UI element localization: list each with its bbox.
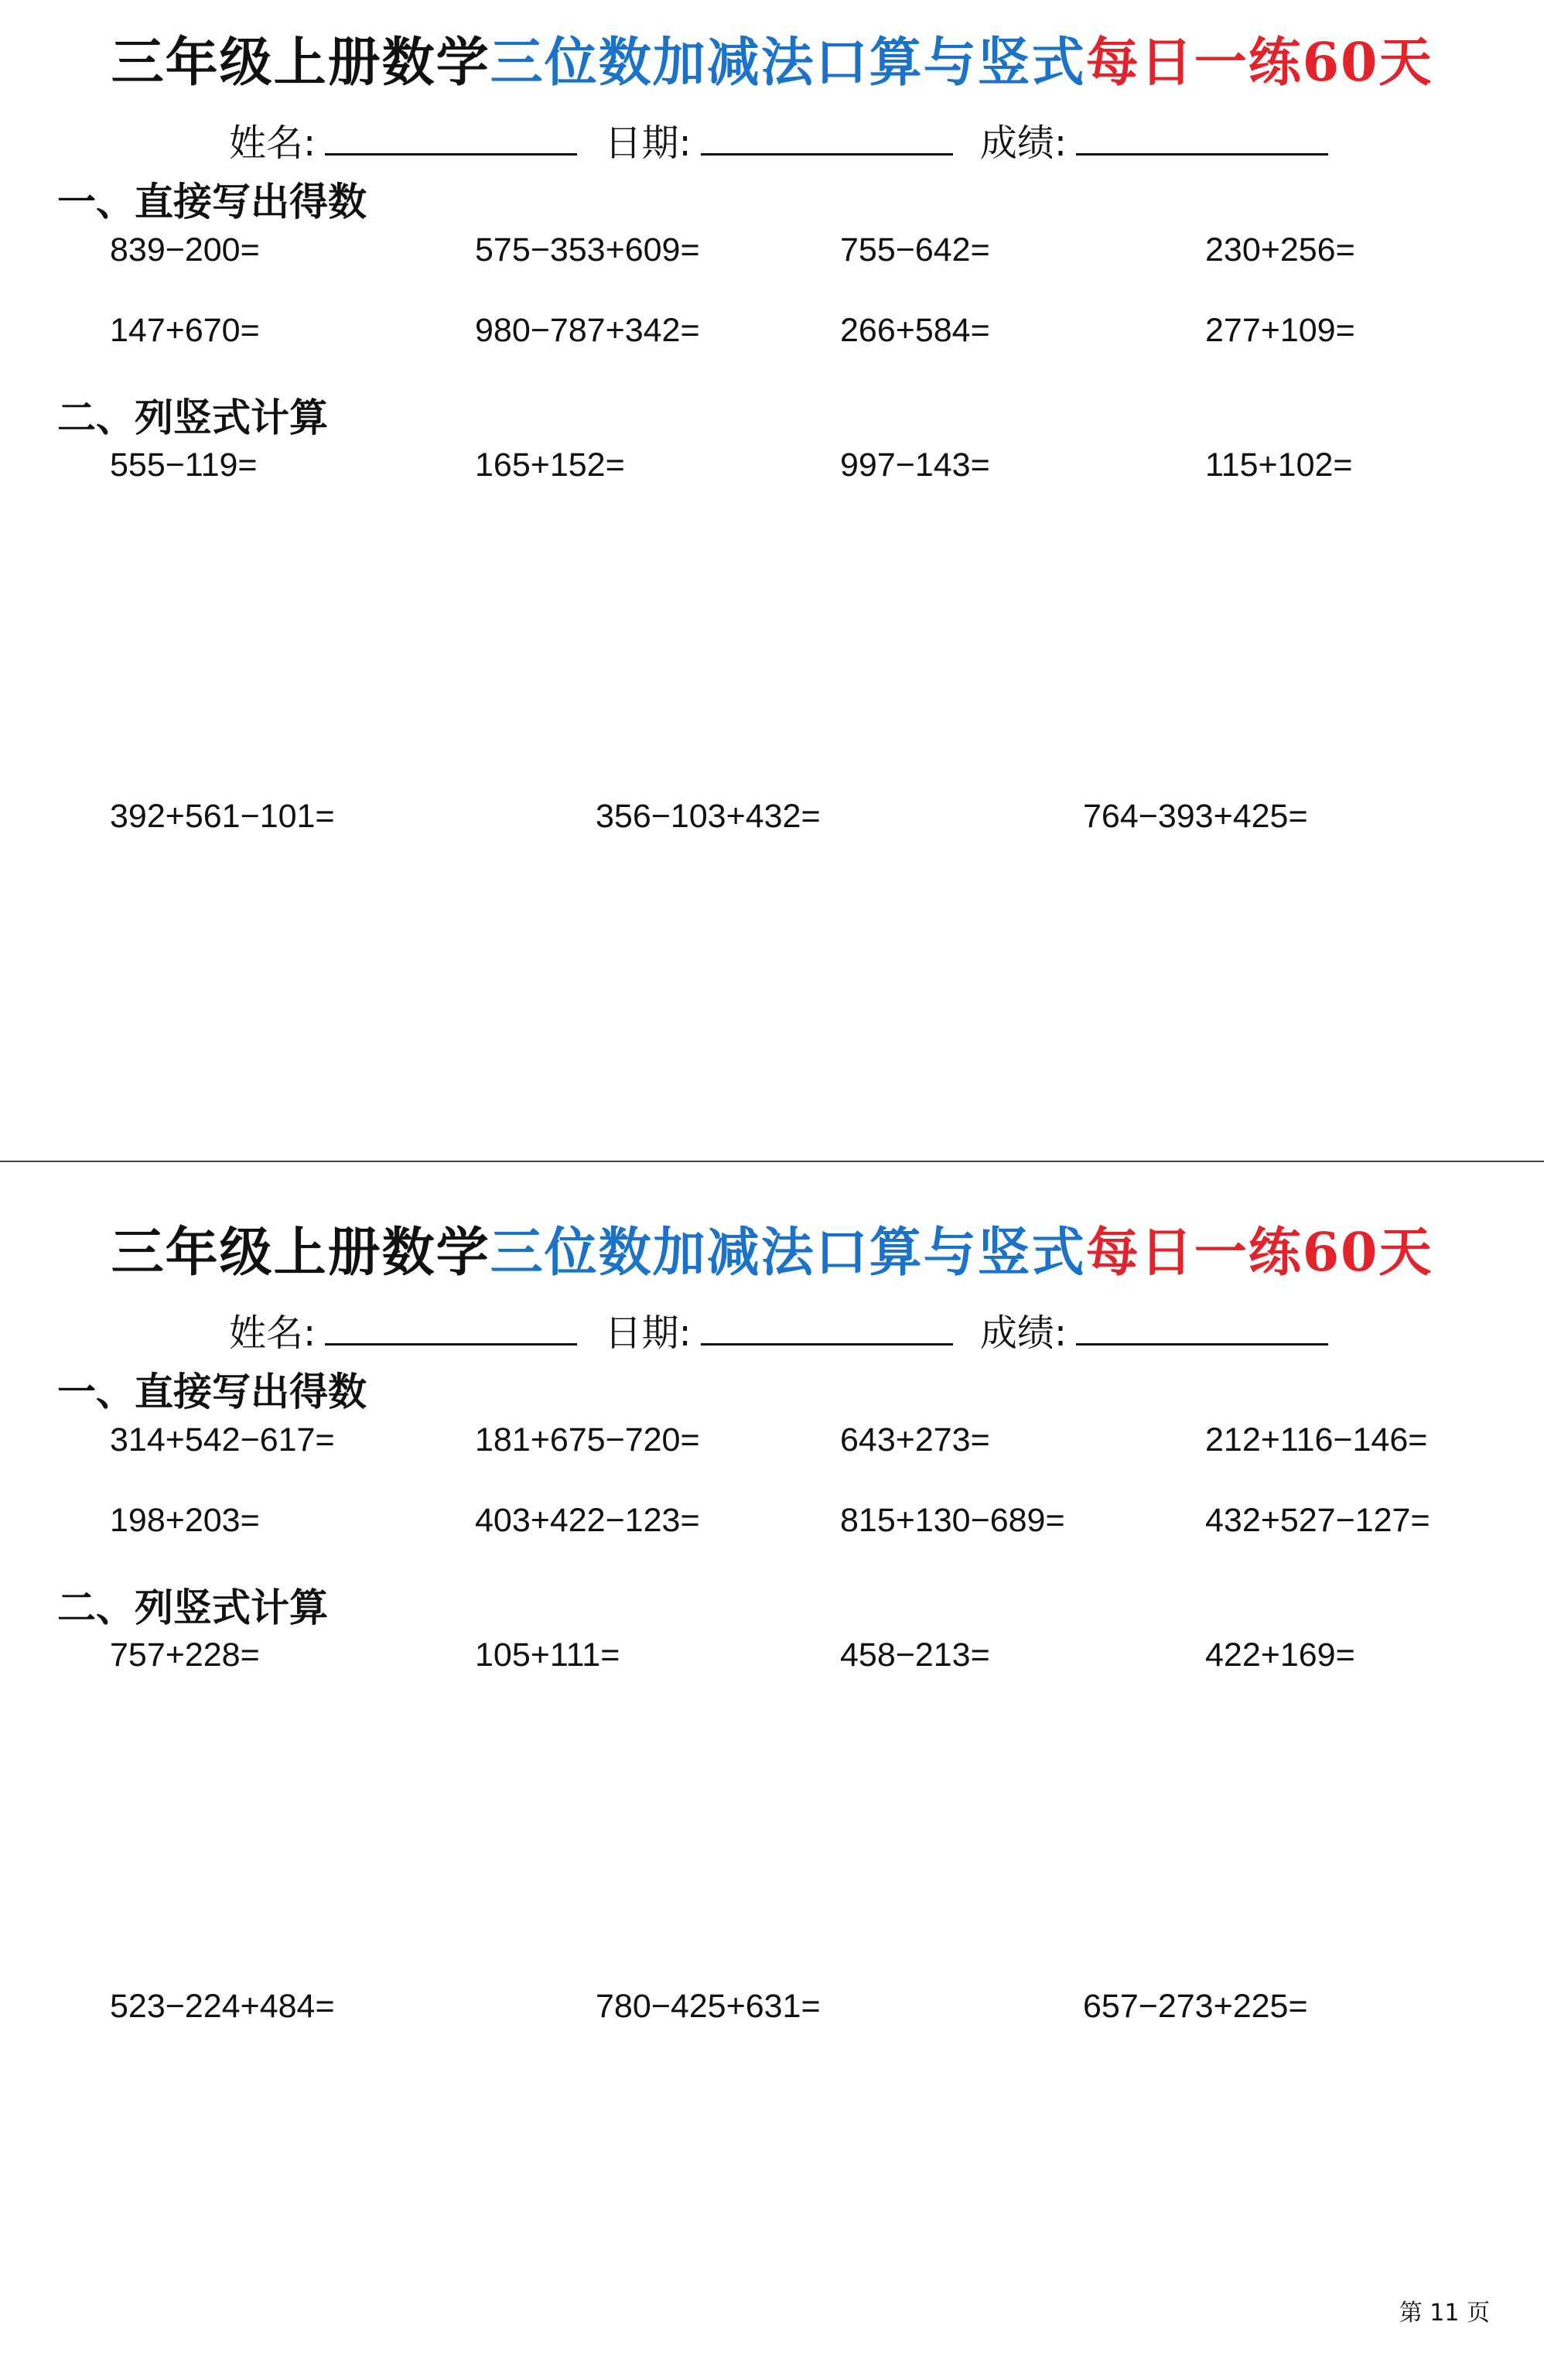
title-part-topic: 三位数加减法口算与竖式: [490, 1222, 1086, 1284]
section-heading-vertical-calc: 二、列竖式计算: [57, 1585, 328, 1630]
mental-problem: 314+542−617=: [110, 1421, 335, 1458]
mental-problem: 815+130−689=: [840, 1502, 1065, 1539]
worksheet-title: [0, 28, 1544, 97]
vertical-problem: 356−103+432=: [596, 798, 821, 835]
mental-problem: 839−200=: [110, 231, 260, 268]
mental-problem: 147+670=: [110, 312, 260, 349]
vertical-problem: 392+561−101=: [110, 798, 335, 835]
vertical-problem: 555−119=: [110, 446, 258, 484]
mental-problem: 266+584=: [840, 312, 990, 349]
student-info-line: [229, 1306, 1344, 1360]
vertical-problem: 780−425+631=: [596, 1988, 821, 2025]
vertical-problem: 764−393+425=: [1083, 798, 1308, 835]
section-heading-vertical-calc: 二、列竖式计算: [57, 395, 328, 440]
mental-problem: 230+256=: [1205, 231, 1355, 268]
title-part-daily: 每日一练60天: [1085, 1222, 1433, 1284]
score-label: 成绩:: [979, 1311, 1067, 1355]
mental-problem: 212+116−146=: [1205, 1421, 1428, 1458]
title-part-grade: 三年级上册数学: [111, 32, 490, 94]
title-part-topic: 三位数加减法口算与竖式: [490, 32, 1086, 94]
vertical-problem: 523−224+484=: [110, 1988, 335, 2025]
date-label: 日期:: [604, 1311, 692, 1355]
section-heading-mental-math: 一、直接写出得数: [57, 180, 367, 224]
section-heading-mental-math: 一、直接写出得数: [57, 1370, 367, 1414]
mental-problem: 575−353+609=: [475, 231, 700, 268]
mental-problem: 643+273=: [840, 1421, 990, 1458]
mental-problem: 980−787+342=: [475, 312, 700, 349]
title-part-daily: 每日一练60天: [1085, 32, 1433, 94]
name-label: 姓名:: [229, 1311, 316, 1355]
name-blank[interactable]: [325, 116, 577, 156]
score-blank[interactable]: [1076, 116, 1328, 156]
vertical-problem: 997−143=: [840, 446, 990, 484]
vertical-problem: 657−273+225=: [1083, 1988, 1308, 2025]
mental-problem: 277+109=: [1205, 312, 1355, 349]
student-info-line: [229, 116, 1344, 170]
worksheet-title: [0, 1218, 1544, 1287]
mental-problem: 181+675−720=: [475, 1421, 700, 1458]
vertical-problem: 422+169=: [1205, 1636, 1355, 1674]
date-blank[interactable]: [701, 116, 953, 156]
mental-problem: 432+527−127=: [1205, 1502, 1430, 1539]
mental-problem: 403+422−123=: [475, 1502, 700, 1539]
mental-problem: 198+203=: [110, 1502, 260, 1539]
vertical-problem: 757+228=: [110, 1636, 260, 1674]
worksheet-2: [0, 1190, 1544, 2351]
score-label: 成绩:: [979, 121, 1067, 165]
name-blank[interactable]: [325, 1306, 577, 1346]
date-label: 日期:: [604, 121, 692, 165]
date-blank[interactable]: [701, 1306, 953, 1346]
vertical-problem: 105+111=: [475, 1636, 620, 1674]
page-number: 第 11 页: [1399, 2300, 1490, 2327]
score-blank[interactable]: [1076, 1306, 1328, 1346]
name-label: 姓名:: [229, 121, 316, 165]
title-part-grade: 三年级上册数学: [111, 1222, 490, 1284]
worksheet-1: [0, 0, 1544, 1161]
mental-problem: 755−642=: [840, 231, 990, 268]
vertical-problem: 458−213=: [840, 1636, 990, 1674]
vertical-problem: 115+102=: [1205, 446, 1353, 484]
page-divider: [0, 1161, 1544, 1162]
vertical-problem: 165+152=: [475, 446, 625, 484]
